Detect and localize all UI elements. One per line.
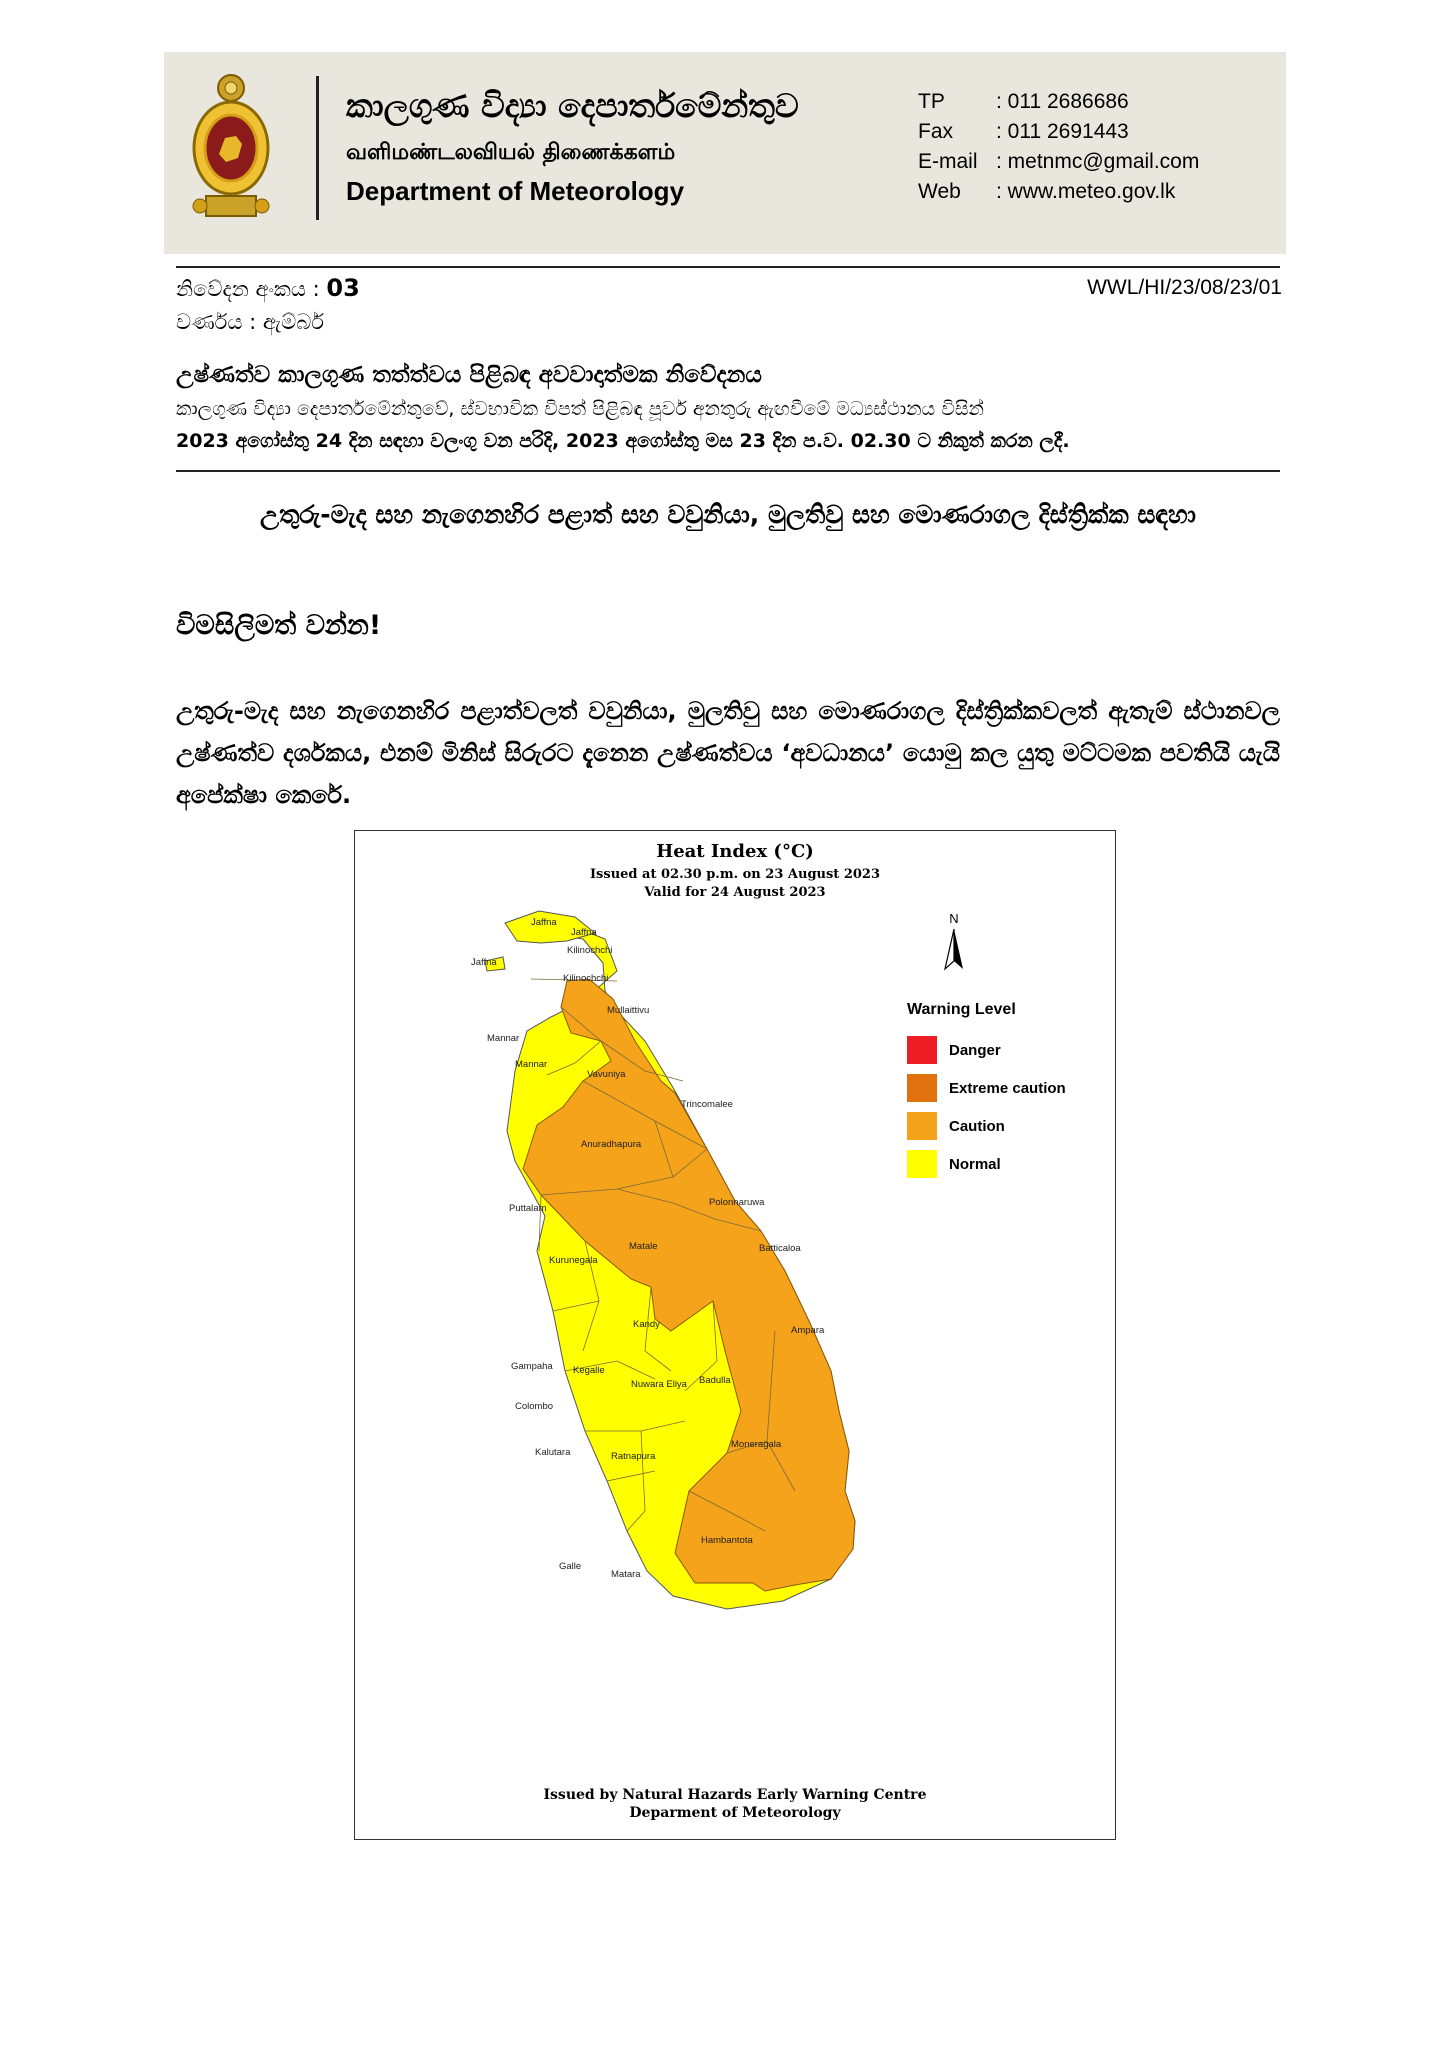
contact-web: [918, 180, 1175, 204]
contact-value: : 011 2686686: [996, 90, 1129, 113]
affected-areas: උතුරු-මැද සහ නැගෙනහිර පළාත් සහ වවුනියා, මුලතිවු සහ මොණරාගල දිස්ත්‍රික්ක සඳහා: [260, 500, 1196, 529]
district-label: Kalutara: [535, 1447, 571, 1458]
map-valid: Valid for 24 August 2023: [644, 885, 826, 900]
district-label: Vavuniya: [587, 1069, 626, 1080]
divider-top: [176, 266, 1280, 268]
colour-code: [176, 310, 324, 335]
district-label: Matara: [611, 1569, 641, 1580]
district-label: Puttalam: [509, 1203, 547, 1214]
district-label: Mannar: [515, 1059, 548, 1070]
colour-label: වර්ණය :: [176, 310, 257, 334]
legend-label: Danger: [949, 1041, 1001, 1059]
contact-value: : 011 2691443: [996, 120, 1129, 143]
notice-number: [176, 274, 360, 302]
notice-number-label: නිවේදන අංකය :: [176, 277, 320, 301]
org-name-sinhala: කාලගුණ විද්‍යා දෙපාර්තමේන්තුව: [346, 86, 799, 125]
district-label: Jaffna: [571, 927, 597, 938]
district-label: Hambantota: [701, 1535, 753, 1546]
district-label: Gampaha: [511, 1361, 553, 1372]
contact-label: Web: [918, 180, 961, 203]
district-label: Mannar: [487, 1033, 520, 1044]
district-label: Mullaittivu: [607, 1005, 650, 1016]
divider-bottom: [176, 470, 1280, 472]
national-emblem-icon: [192, 72, 270, 224]
district-label: Batticaloa: [759, 1243, 801, 1254]
heat-index-map: [354, 830, 1116, 1840]
contact-fax: [918, 120, 1129, 144]
legend-label: Normal: [949, 1155, 1001, 1173]
district-label: Ratnapura: [611, 1451, 656, 1462]
map-footer-issuer: Issued by Natural Hazards Early Warning Centre: [543, 1787, 927, 1803]
north-label: N: [949, 911, 959, 926]
contact-label: E-mail: [918, 150, 978, 173]
alert-heading: විමසිලිමත් වන්න!: [176, 610, 382, 641]
district-label: Kandy: [633, 1319, 660, 1330]
legend-title: Warning Level: [907, 1001, 1016, 1018]
district-label: Kegalle: [573, 1365, 605, 1376]
district-label: Nuwara Eliya: [631, 1379, 687, 1390]
district-label: Kurunegala: [549, 1255, 598, 1266]
issue-statement-line2: 2023 අගෝස්තු 24 දින සඳහා වලංගු වන පරිදි, 2023 අගෝස්තු මස 23 දින ප.ව. 02.30 ට නිකුත් කරන ලදී.: [176, 430, 1070, 452]
district-label: Jaffna: [471, 957, 497, 968]
issue-statement-line1: කාලගුණ විද්‍යා දෙපාර්තමේන්තුවේ, ස්වභාවික විපත් පිළිබඳ පූර්ව අනතුරු ඇඟවීමේ මධ්‍යස්ථානය විසින්: [176, 398, 984, 420]
district-label: Anuradhapura: [581, 1139, 642, 1150]
district-label: Galle: [559, 1561, 582, 1572]
district-label: Badulla: [699, 1375, 731, 1386]
district-label: Trincomalee: [681, 1099, 733, 1110]
legend-label: Caution: [949, 1117, 1005, 1135]
colour-value: ඇම්බර්: [262, 310, 324, 334]
contact-label: Fax: [918, 120, 954, 143]
notice-number-value: 03: [326, 274, 360, 302]
district-label: Moneragala: [731, 1439, 782, 1450]
district-label: Kilinochchi: [563, 973, 609, 984]
district-label: Matale: [629, 1241, 658, 1252]
reference-number: WWL/HI/23/08/23/01: [1087, 276, 1282, 299]
notice-title: උෂ්ණත්ව කාලගුණ තත්ත්වය පිළිබඳ අවවාදාත්මක නිවේදනය: [176, 362, 762, 388]
contact-value[interactable]: : metnmc@gmail.com: [996, 150, 1200, 173]
district-label: Colombo: [515, 1401, 554, 1412]
district-label: Jaffna: [531, 917, 557, 928]
map-issued: Issued at 02.30 p.m. on 23 August 2023: [589, 867, 881, 882]
map-title: Heat Index (°C): [656, 841, 814, 862]
org-name-english: Department of Meteorology: [346, 176, 685, 206]
header-divider: [316, 76, 319, 220]
legend-label: Extreme caution: [949, 1079, 1066, 1097]
contact-phone: [918, 90, 1129, 114]
sri-lanka-map: [355, 831, 1117, 1841]
contact-label: TP: [918, 90, 945, 113]
district-label: Ampara: [791, 1325, 825, 1336]
org-name-tamil: வளிமண்டலவியல் திணைக்களம்: [346, 140, 676, 165]
district-label: Polonnaruwa: [709, 1197, 765, 1208]
contact-value[interactable]: : www.meteo.gov.lk: [996, 180, 1176, 203]
district-label: Kilinochchi: [567, 945, 613, 956]
map-footer-department: Deparment of Meteorology: [629, 1805, 841, 1821]
contact-email: [918, 150, 1199, 174]
notice-body: උතුරු-මැද සහ නැගෙනහිර පළාත්වලත් වවුනියා, මුලතිවු සහ මොණරාගල දිස්ත්‍රික්කවලත් ඇතැම් ස්ථානවල උෂ්ණත්ව දර්ශකය, එනම් මිනිස් සිරුරට දැනෙන උෂ්ණත්වය ‘අවධානය’ යොමු කල යුතු මට්ටමක පවතියි යැයි අපේක්ෂා කෙරේ.: [176, 697, 1280, 809]
